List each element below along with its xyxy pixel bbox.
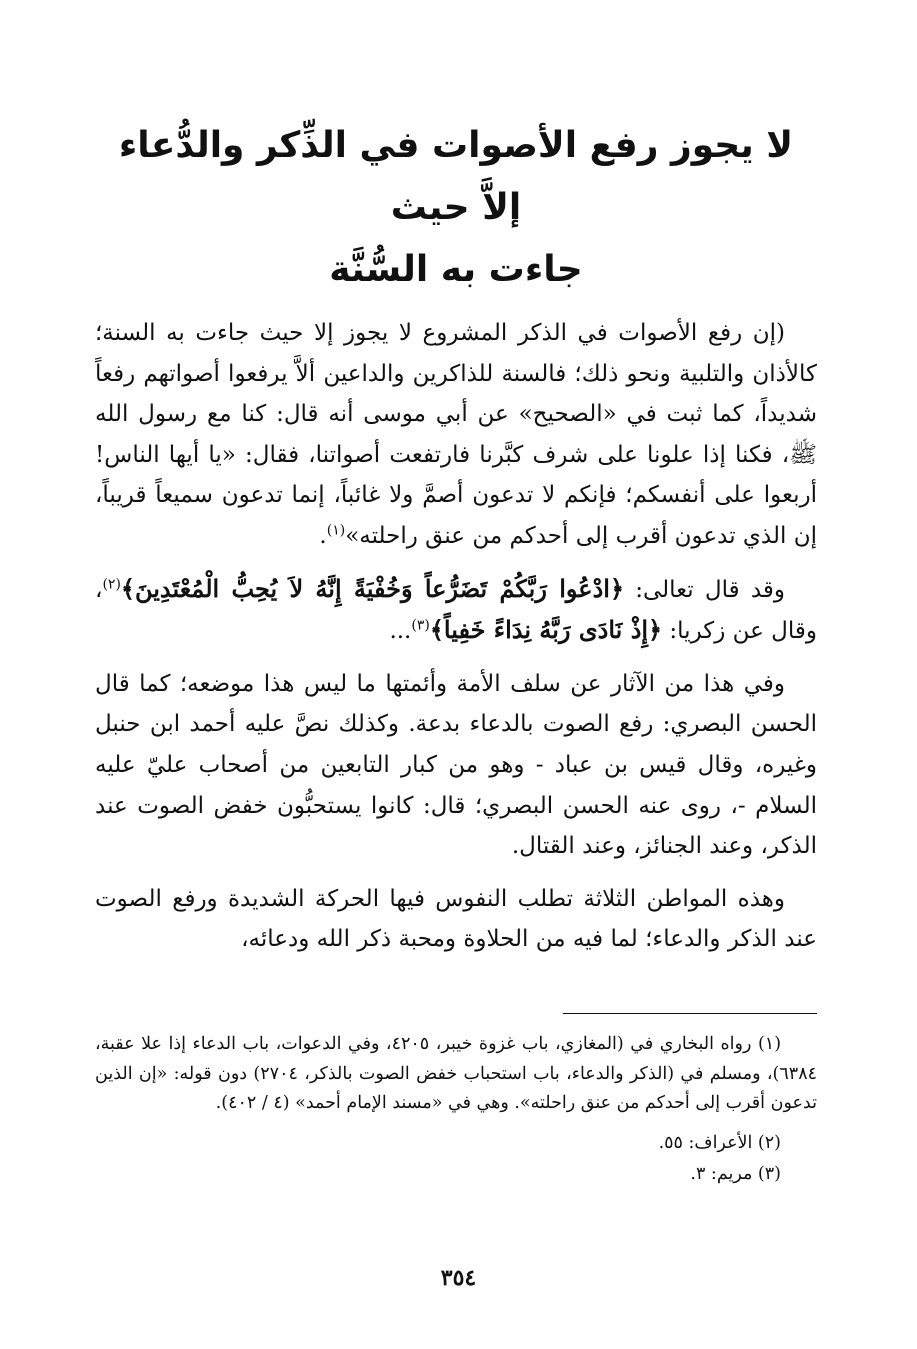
footnotes	[95, 1030, 817, 1190]
paragraph-4: وهذه المواطن الثلاثة تطلب النفوس فيها الحركة الشديدة ورفع الصوت عند الذكر والدعاء؛ لما فيه من الحلاوة ومحبة ذكر الله ودعائه،	[95, 885, 817, 953]
paragraph-2	[95, 569, 817, 652]
quran-verse-2: ﴿إِذْ نَادَى رَبَّهُ نِدَاءً خَفِياً﴾	[429, 615, 663, 645]
footnote-1: (١) رواه البخاري في (المغازي، باب غزوة خيبر، ٤٢٠٥، وفي الدعوات، باب الدعاء إذا علا عقبة، ٦٣٨٤)، ومسلم في (الذكر والدعاء، باب استحباب خفض الصوت بالذكر، ٢٧٠٤) دون قوله: «إن الذين تدعون أقرب إلى أحدكم من عنق راحلته». وهي في «مسند الإمام أحمد» (٤ / ٤٠٢).	[95, 1034, 817, 1113]
paragraph-1	[95, 313, 817, 557]
footnote-ref-3: (٣)	[411, 617, 430, 634]
section-title-line-2: جاءت به السُّنَّة	[329, 249, 583, 290]
section-title-line-1: لا يجوز رفع الأصوات في الذِّكر والدُّعاء إلاَّ حيث	[118, 125, 794, 228]
footnote-3: (٣) مريم: ٣.	[690, 1164, 781, 1184]
section-title	[95, 115, 817, 301]
page-number: ٣٥٤	[440, 1265, 477, 1291]
footnote-2: (٢) الأعراف: ٥٥.	[658, 1132, 781, 1153]
paragraph-3: وفي هذا من الآثار عن سلف الأمة وأئمتها ما ليس هذا موضعه؛ كما قال الحسن البصري: رفع الصوت بالدعاء بدعة. وكذلك نصَّ عليه أحمد ابن حنبل وغيره، وقال قيس بن عباد - وهو من كبار التابعين من أصحاب عليّ عليه السلام -، روى عنه الحسن البصري؛ قال: كانوا يستحبُّون خفض الصوت عند الذكر، وعند الجنائز، وعند القتال.	[95, 670, 817, 860]
quran-verse-1: ﴿ادْعُوا رَبَّكُمْ تَضَرُّعاً وَخُفْيَةً إِنَّهُ لاَ يُحِبُّ الْمُعْتَدِينَ﴾	[120, 573, 625, 603]
footnote-ref-2: (٢)	[102, 575, 121, 592]
page-body	[95, 115, 817, 960]
paragraph-2-intro: وقد قال تعالى:	[624, 576, 785, 603]
paragraph-2-middle: ، وقال عن زكريا:	[95, 576, 817, 645]
footnote-divider	[563, 1013, 817, 1014]
paragraph-1-text: (إن رفع الأصوات في الذكر المشروع لا يجوز إلا حيث جاءت به السنة؛ كالأذان والتلبية ونحو ذلك؛ فالسنة للذاكرين والداعين ألاَّ يرفعوا أصواتهم رفعاً شديداً، كما ثبت في «الصحيح» عن أبي موسى أنه قال: كنا مع رسول الله ﷺ، فكنا إذا علونا على شرف كبَّرنا فارتفعت أصواتنا، فقال: «يا أيها الناس! أربعوا على أنفسكم؛ فإنكم لا تدعون أصمَّ ولا غائباً، إنما تدعون سميعاً قريباً، إن الذي تدعون أقرب إلى أحدكم من عنق راحلته»	[95, 320, 817, 549]
footnote-ref-1: (١)	[326, 522, 346, 539]
paragraph-2-end: ...	[389, 618, 412, 645]
paragraph-1-end: .	[319, 522, 327, 549]
